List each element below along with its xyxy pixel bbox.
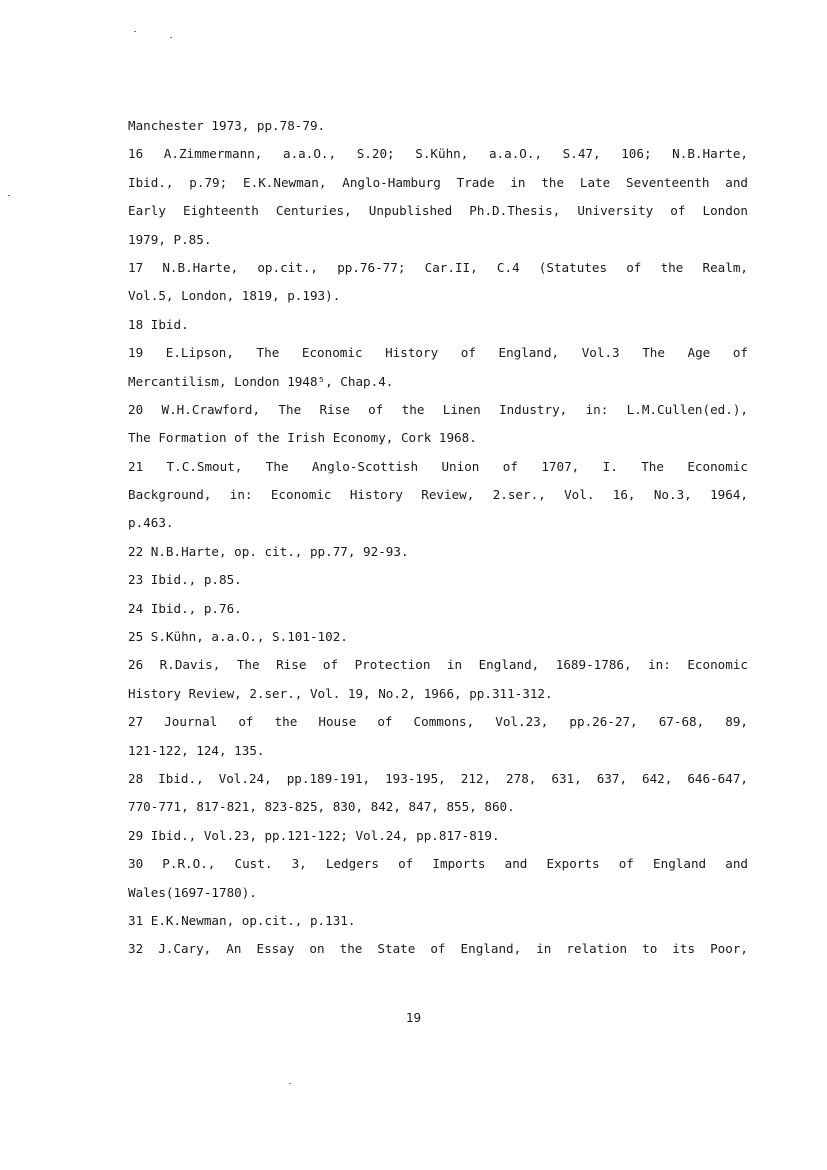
note-line: Vol.5, London, 1819, p.193). <box>128 288 341 304</box>
note-line: 23 Ibid., p.85. <box>128 572 242 588</box>
note-line: Wales(1697-1780). <box>128 884 257 900</box>
note-line: Manchester 1973, pp.78-79. <box>128 118 326 133</box>
note-line: 28 Ibid., Vol.24, pp.189-191, 193-195, 212, 278, 631, 637, 642, 646-647, <box>128 770 748 786</box>
note-line: Ibid., p.79; E.K.Newman, Anglo-Hamburg Trade in the Late Seventeenth and <box>128 174 748 190</box>
note-line: 16 A.Zimmermann, a.a.O., S.20; S.Kühn, a.a.O., S.47, 106; N.B.Harte, <box>128 146 748 162</box>
note-line: 26 R.Davis, The Rise of Protection in England, 1689-1786, in: Economic <box>128 657 748 673</box>
scan-speck <box>8 195 10 196</box>
note-line: 25 S.Kühn, a.a.O., S.101-102. <box>128 629 348 645</box>
note-line: Early Eighteenth Centuries, Unpublished Ph.D.Thesis, University of London <box>128 203 748 219</box>
note-line: 17 N.B.Harte, op.cit., pp.76-77; Car.II, C.4 (Statutes of the Realm, <box>128 259 748 275</box>
scan-speck <box>170 37 172 38</box>
note-line: 18 Ibid. <box>128 316 189 332</box>
note-line: 19 E.Lipson, The Economic History of England, Vol.3 The Age of <box>128 345 748 361</box>
note-line: 32 J.Cary, An Essay on the State of England, in relation to its Poor, <box>128 941 748 957</box>
scan-speck <box>134 31 136 32</box>
note-line: 29 Ibid., Vol.23, pp.121-122; Vol.24, pp.817-819. <box>128 827 500 843</box>
note-line: 27 Journal of the House of Commons, Vol.23, pp.26-27, 67-68, 89, <box>128 714 748 730</box>
note-line: 30 P.R.O., Cust. 3, Ledgers of Imports and Exports of England and <box>128 856 748 872</box>
note-line: p.463. <box>128 515 174 531</box>
note-line: 31 E.K.Newman, op.cit., p.131. <box>128 912 356 928</box>
note-line: The Formation of the Irish Economy, Cork 1968. <box>128 430 477 446</box>
note-line: 21 T.C.Smout, The Anglo-Scottish Union of 1707, I. The Economic <box>128 458 748 474</box>
note-line: 121-122, 124, 135. <box>128 742 265 758</box>
note-line: 770-771, 817-821, 823-825, 830, 842, 847, 855, 860. <box>128 799 515 815</box>
note-line: Background, in: Economic History Review, 2.ser., Vol. 16, No.3, 1964, <box>128 487 748 503</box>
endnotes-list <box>128 112 748 964</box>
note-line: 20 W.H.Crawford, The Rise of the Linen Industry, in: L.M.Cullen(ed.), <box>128 401 748 417</box>
note-line: 22 N.B.Harte, op. cit., pp.77, 92-93. <box>128 543 409 559</box>
scan-speck <box>289 1083 291 1084</box>
note-line: History Review, 2.ser., Vol. 19, No.2, 1966, pp.311-312. <box>128 685 553 701</box>
note-line: Mercantilism, London 1948⁵, Chap.4. <box>128 373 394 389</box>
note-line: 1979, P.85. <box>128 231 212 247</box>
note-line: 24 Ibid., p.76. <box>128 600 242 616</box>
page-number: 19 <box>405 1010 422 1025</box>
